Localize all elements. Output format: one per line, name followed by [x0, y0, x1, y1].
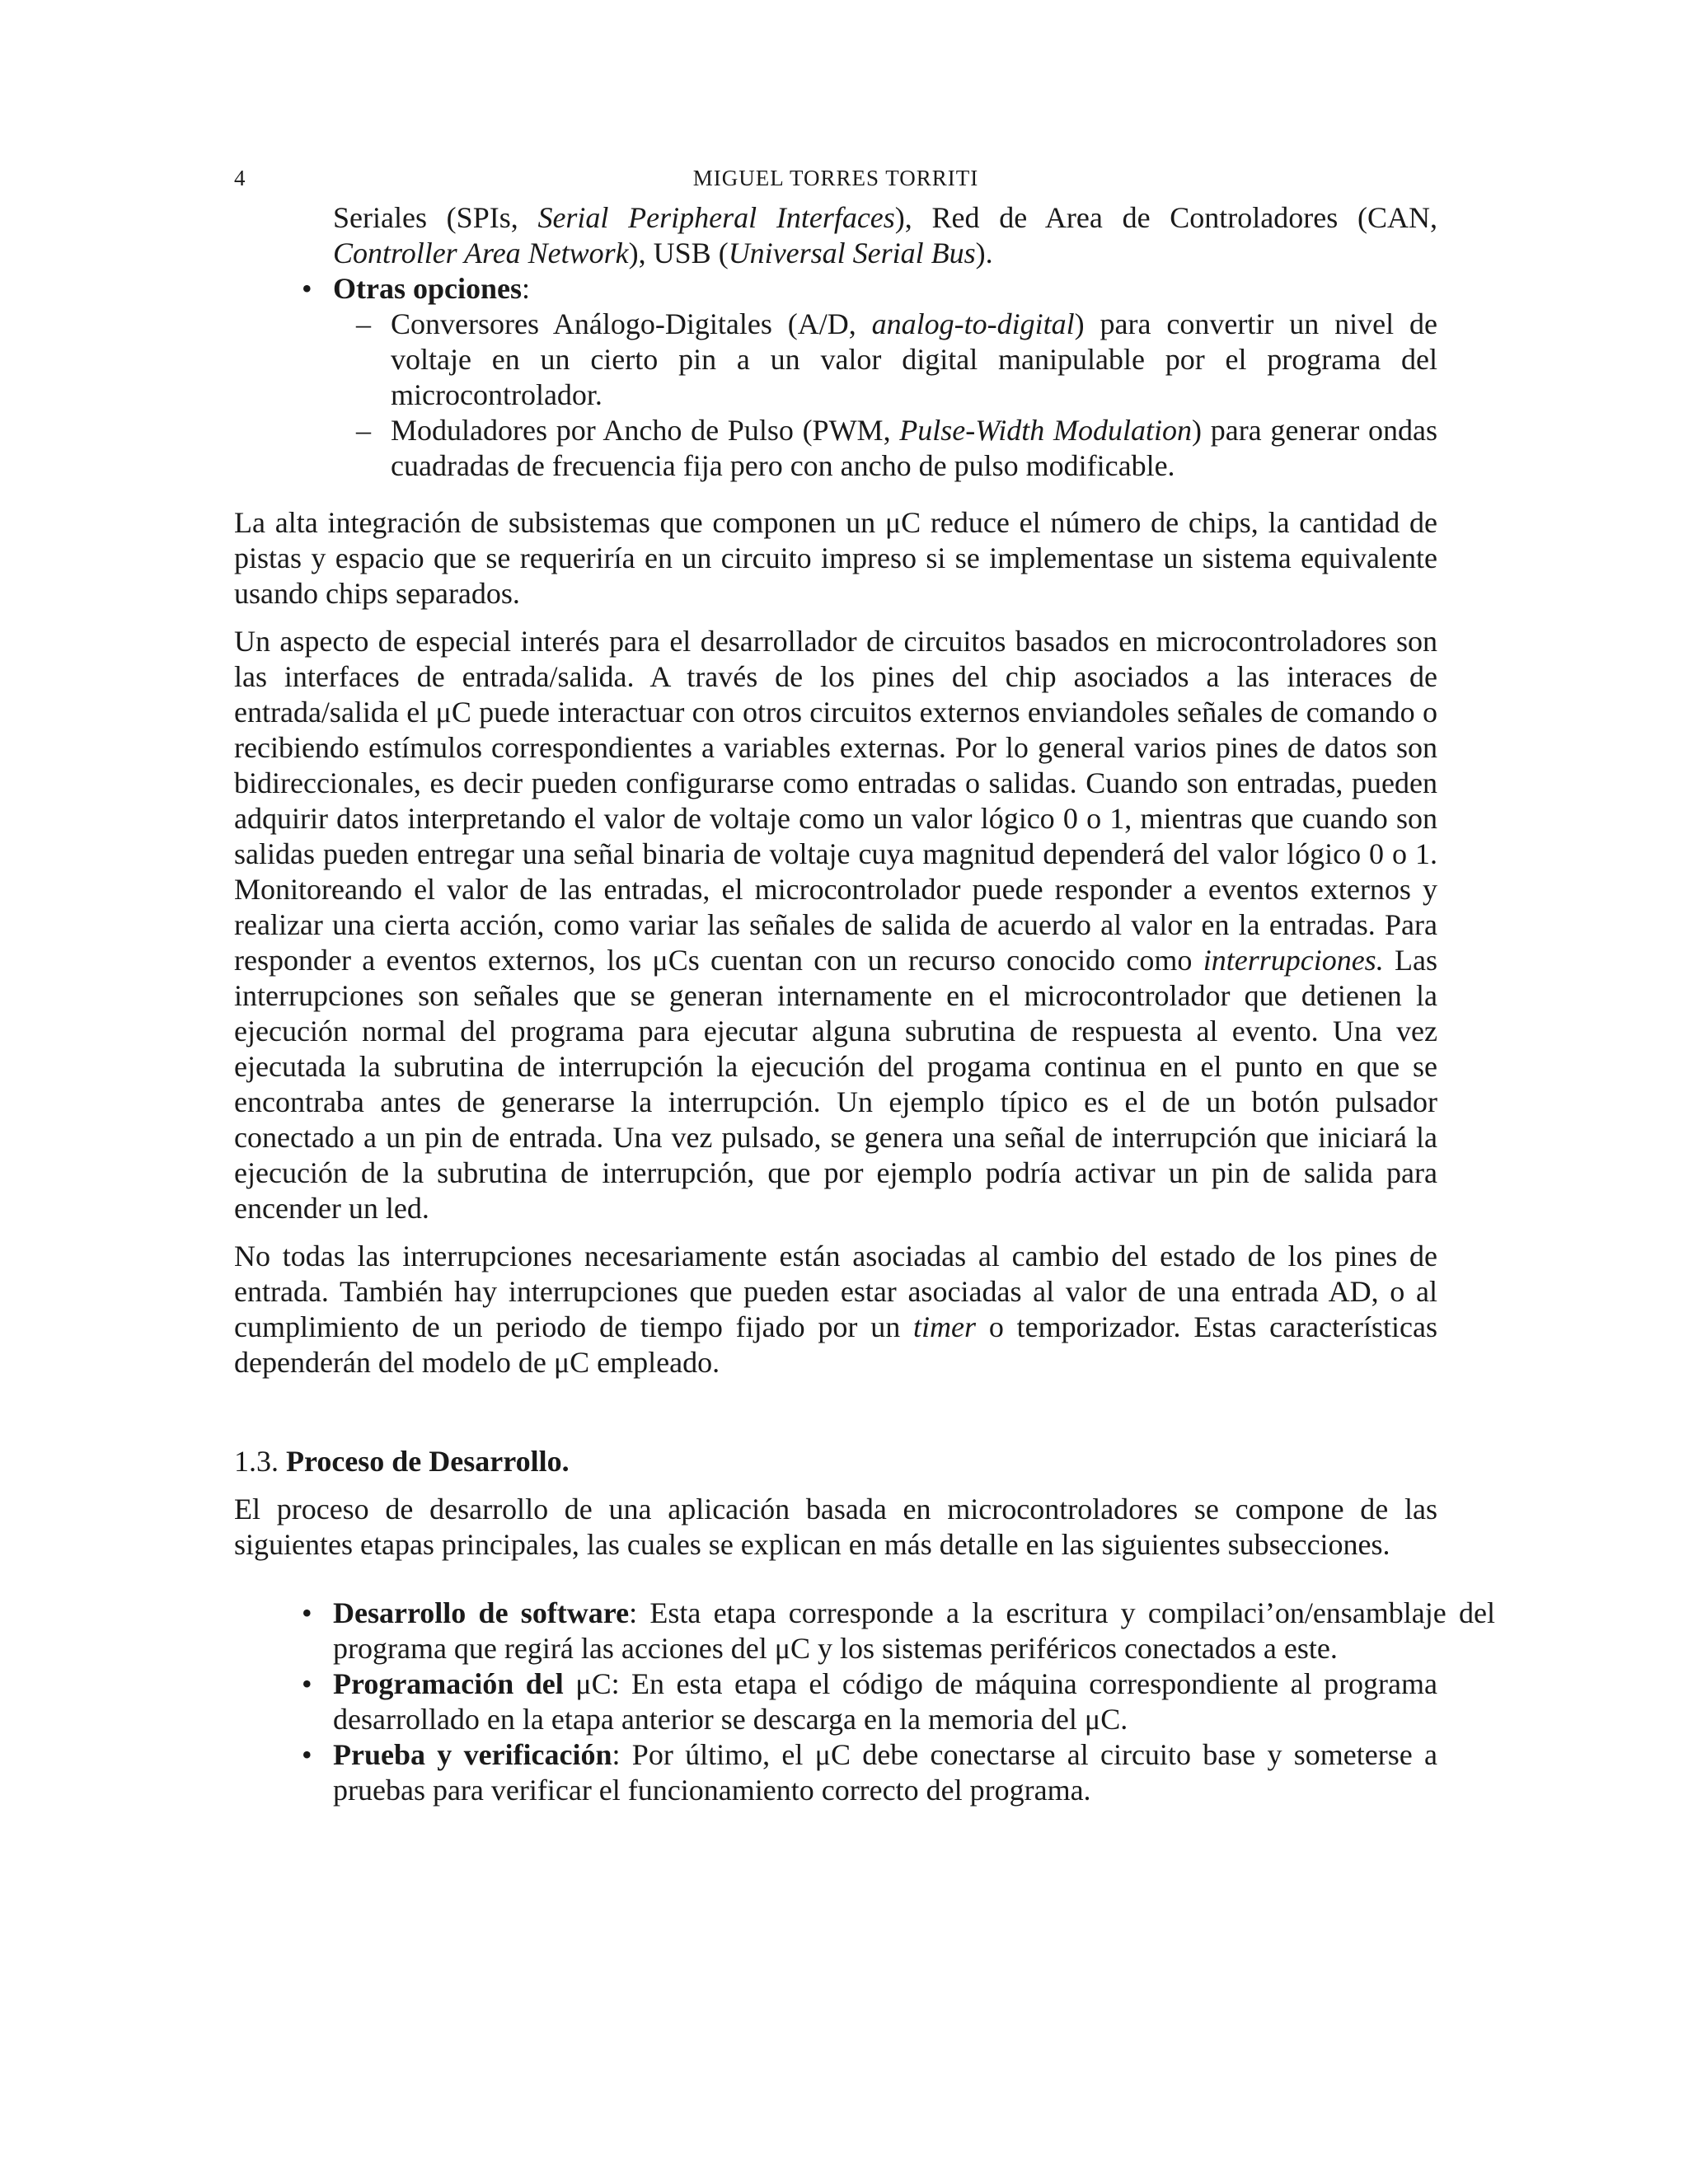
bullet-otras-opciones: [234, 271, 1437, 307]
text-run: Las interrupciones son señales que se generan internamente en el microcontrolador que detienen la ejecución normal del programa para ejecutar alguna subrutina de respuesta al evento. Una vez ejecutada la subrutina de interrupción la ejecución del progama continua en el punto en que se encontraba antes de generarse la interrupción. Un ejemplo típico es el de un botón pulsador conectado a un pin de entrada. Una vez pulsado, se genera una señal de interrupción que iniciará la ejecución de la subrutina de interrupción, que por ejemplo podría activar un pin de salida para encender un led.: [234, 944, 1437, 1225]
sub-item-ad: [234, 307, 1437, 413]
bullet-label: Otras opciones: [333, 272, 522, 305]
section-number: 1.3.: [234, 1445, 279, 1478]
text-run: ) para generar ondas cuadradas de frecuencia fija pero con ancho de pulso modificable.: [391, 414, 1437, 482]
paragraph-interrupciones: [234, 1239, 1437, 1380]
text-run: No todas las interrupciones necesariamente están asociadas al cambio del estado de los pines de entrada. También hay interrupciones que pueden estar asociadas al valor de una entrada AD, o al cumplimiento de un periodo de tiempo fijado por un: [234, 1240, 1437, 1343]
sub-list: [234, 307, 1437, 484]
text-run: o temporizador. Estas características dependerán del modelo de μC empleado.: [234, 1310, 1437, 1379]
item-text: : Por último, el μC debe conectarse al circuito base y someterse a pruebas para verificar el funcionamiento correcto del programa.: [333, 1738, 1437, 1807]
item-label: Prueba y verificación: [333, 1738, 612, 1771]
sub-item-pwm: [234, 413, 1437, 484]
text-run: ), Red de Area de Controladores (CAN,: [894, 201, 1437, 234]
page-number: 4: [234, 166, 246, 190]
italic-term: Universal Serial Bus: [728, 237, 976, 269]
list-item: [234, 1666, 1437, 1737]
running-head: MIGUEL TORRES TORRITI: [692, 166, 979, 190]
dash-marker: –: [356, 307, 371, 340]
text-run: Moduladores por Ancho de Pulso (PWM,: [391, 414, 900, 447]
paragraph-integracion: La alta integración de subsistemas que componen un μC reduce el número de chips, la cantidad de pistas y espacio que se requeriría en un circuito impreso si se implementase un sistema equivalente usando chips separados.: [234, 506, 1437, 610]
text-run: ), USB (: [628, 237, 729, 269]
bullet-marker: •: [302, 272, 312, 305]
bullet-continuation: [333, 200, 1437, 271]
text-run: ).: [975, 237, 993, 269]
text-run: Conversores Análogo-Digitales (A/D,: [391, 307, 872, 340]
bullet-marker: •: [302, 1738, 312, 1771]
italic-term: Controller Area Network: [333, 237, 629, 269]
list-item: [234, 1596, 1495, 1666]
section-title: Proceso de Desarrollo.: [286, 1445, 570, 1478]
text-run: Un aspecto de especial interés para el desarrollador de circuitos basados en microcontroladores son las interfaces de entrada/salida. A través de los pines del chip asociados a las interaces de entrada/salida el μC puede interactuar con otros circuitos externos enviandoles señales de comando o recibiendo estímulos correspondientes a variables externas. Por lo general varios pines de datos son bidireccionales, es decir pueden configurarse como entradas o salidas. Cuando son entradas, pueden adquirir datos interpretando el valor de voltaje como un valor lógico 0 o 1, mientras que cuando son salidas pueden entregar una señal binaria de voltaje cuya magnitud dependerá del valor lógico 0 o 1. Monitoreando el valor de las entradas, el microcontrolador puede responder a eventos externos y realizar una cierta acción, como variar las señales de salida de acuerdo al valor en la entradas. Para responder a eventos externos, los μCs cuentan con un recurso conocido como: [234, 625, 1437, 977]
paragraph-interfaces: [234, 624, 1437, 1226]
bullet-marker: •: [302, 1596, 312, 1629]
document-page: [234, 161, 1495, 1808]
italic-term: analog-to-digital: [871, 307, 1075, 340]
text-run: Seriales (SPIs,: [333, 201, 538, 234]
page-header: [234, 161, 1437, 200]
paragraph-proceso: El proceso de desarrollo de una aplicación basada en microcontroladores se compone de las siguientes etapas principales, las cuales se explican en más detalle en las siguientes subsecciones.: [234, 1493, 1437, 1561]
section-heading: [234, 1444, 1437, 1479]
italic-term: Serial Peripheral Interfaces: [537, 201, 895, 234]
italic-term: timer: [913, 1310, 977, 1343]
italic-term: Pulse-Width Modulation: [899, 414, 1192, 447]
bullet-marker: •: [302, 1667, 312, 1700]
text-run: :: [522, 272, 531, 305]
text-run: ) para convertir un nivel de voltaje en un cierto pin a un valor digital manipulable por el programa del microcontrolador.: [391, 307, 1437, 411]
dash-marker: –: [356, 414, 371, 447]
item-label: Programación del: [333, 1667, 564, 1700]
item-label: Desarrollo de software: [333, 1596, 630, 1629]
item-text: μC: En esta etapa el código de máquina correspondiente al programa desarrollado en la etapa anterior se descarga en la memoria del μC.: [333, 1667, 1437, 1736]
italic-term: interrupciones.: [1203, 944, 1384, 977]
list-item: [234, 1737, 1437, 1808]
stages-list: [234, 1596, 1495, 1808]
item-text: : Esta etapa corresponde a la escritura y compilaci’on/ensamblaje del programa que regirá las acciones del μC y los sistemas periféricos conectados a este.: [333, 1596, 1495, 1665]
